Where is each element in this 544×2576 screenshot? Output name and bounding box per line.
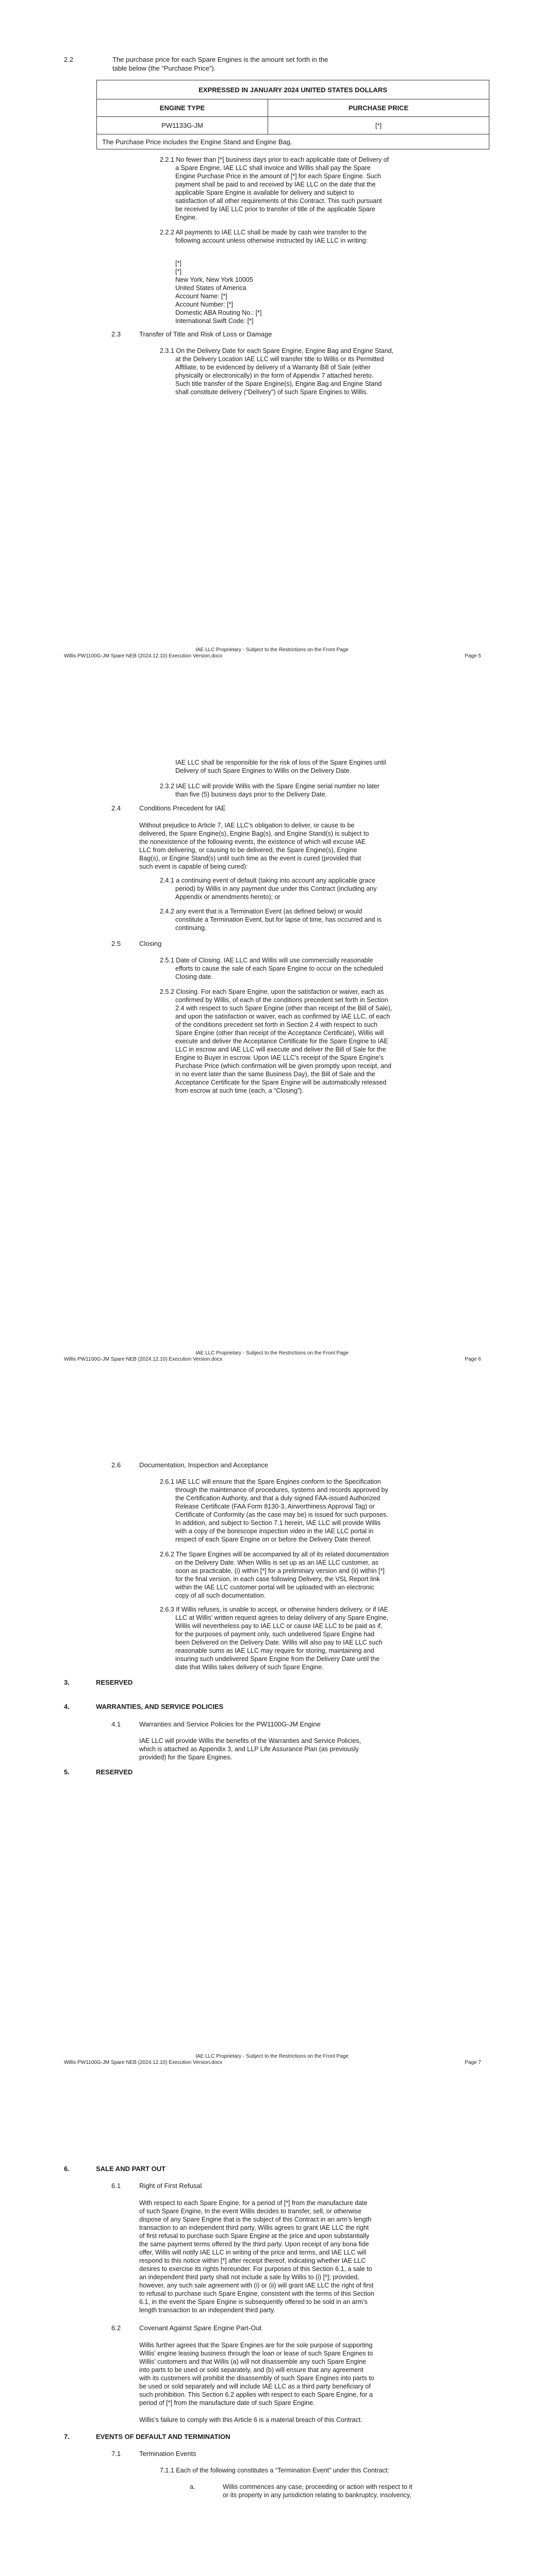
line: 2.4.2 any event that is a Termination Event (as defined below) or would: [160, 908, 362, 915]
page-footer-filename: Willis PW1100G-JM Spare NEB (2024.12.10) Execution Version.docx: [64, 653, 223, 659]
line: for the final version, in each case following Delivery, the VSL Report link: [175, 1575, 380, 1583]
line: following account unless otherwise instructed by IAE LLC in writing:: [175, 237, 368, 244]
line: In addition, and subject to Section 7.1 herein, IAE LLC will provide Willis: [175, 1519, 381, 1527]
account-line: Account Name: [*]: [175, 293, 227, 300]
section-2-6-title: Documentation, Inspection and Acceptance: [139, 1461, 269, 1469]
page-6: [0, 703, 544, 1406]
line: Closing date.: [175, 973, 213, 980]
line: 6.1, in the event the Spare Engine is subsequently offered to be sold in an arm’s: [139, 2298, 368, 2306]
line: a Spare Engine, IAE LLC shall invoice and Willis shall pay the Spare: [175, 164, 371, 172]
page-8: [0, 2110, 544, 2576]
line: Certificate of Conformity (as the case may be) is issued for such purposes.: [175, 1511, 388, 1518]
account-line: [*]: [175, 268, 182, 275]
section-4-1-number: 4.1: [111, 1720, 121, 1728]
section-2-6-3: [160, 1605, 388, 1671]
line: confirmed by Willis, of each of the conditions precedent set forth in Section: [175, 996, 388, 1004]
line: of first refusal to purchase such Spare Engine at the price and upon substantially: [139, 2232, 370, 2240]
line: LLC in escrow and IAE LLC will execute and deliver the Bill of Sale for the: [175, 1046, 386, 1053]
page-number: Page 5: [465, 653, 481, 659]
line: shall constitute delivery (“Delivery”) of such Spare Engines to Willis.: [175, 388, 368, 396]
section-2-3-2: [160, 782, 438, 799]
section-2-2-text-line-1: The purchase price for each Spare Engines is the amount set forth in the: [112, 56, 328, 63]
page-footer-notice: IAE LLC Proprietary - Subject to the Restrictions on the Front Page: [195, 1350, 349, 1356]
line: 2.6.3 If Willis refuses, is unable to accept, or otherwise hinders delivery, or if IAE: [160, 1606, 389, 1613]
section-2-4-number: 2.4: [111, 804, 121, 812]
section-4-1-body: [139, 1737, 361, 1761]
line: 2.4 with respect to such Spare Engine (other than receipt of the Bill of Sale),: [175, 1005, 392, 1012]
section-2-3-1-continued: [175, 758, 386, 775]
section-2-2-1: [160, 156, 438, 222]
line: provided) for the Spare Engines.: [139, 1754, 232, 1761]
page-number: Page 7: [465, 2060, 481, 2065]
section-2-6-2: [160, 1550, 389, 1600]
cell-purchase-price: [*]: [268, 117, 489, 134]
section-2-5-2: [160, 988, 392, 1095]
line: 2.4.1 a continuing event of default (taking into account any applicable grace: [160, 877, 375, 884]
line: which is attached as Appendix 3, and LLP Life Assurance Plan (as previously: [139, 1745, 359, 1753]
line: 2.5.2 Closing. For each Spare Engine, upon the satisfaction or waiver, each as: [160, 988, 384, 995]
line: transaction to an independent third party, Willis agrees to grant IAE LLC the right: [139, 2224, 369, 2231]
line: physically or electronically) in the form of Appendix 7 attached hereto.: [175, 372, 374, 379]
account-line: United States of America: [175, 284, 246, 292]
line: Spare Engine (other than receipt of the Acceptance Certificate), Willis will: [175, 1029, 384, 1037]
account-line: [*]: [175, 260, 182, 267]
section-6-2-note: Willis’s failure to comply with this Article 6 is a material breach of this Contract.: [139, 2416, 362, 2424]
line: Willis will nevertheless pay to IAE LLC or cause IAE LLC to be paid as if,: [175, 1622, 383, 1630]
line: offer, Willis will notify IAE LLC in writing of the price and terms, and IAE LLC will: [139, 2249, 367, 2256]
account-line: New York, New York 10005: [175, 276, 253, 283]
line: Release Certificate (FAA Form 8130-3, Airworthiness Approval Tag) or: [175, 1503, 375, 1510]
account-line: Domestic ABA Routing No.: [*]: [175, 309, 262, 316]
item-a-text: [223, 2483, 413, 2499]
section-2-4-body: [139, 821, 369, 871]
page-footer-notice: IAE LLC Proprietary - Subject to the Restrictions on the Front Page: [195, 2054, 349, 2059]
line: 2.3.2 IAE LLC will provide Willis with the Spare Engine serial number no later: [160, 783, 380, 790]
section-2-2-number: 2.2: [64, 56, 74, 63]
line: Willis commences any case, proceeding or action with respect to it: [223, 2483, 413, 2490]
line: insuring such undelivered Spare Engine from the Delivery Date until the: [175, 1655, 380, 1663]
line: Bag(s), or Engine Stand(s) until such time as the event is cured (provided that: [139, 855, 361, 862]
line: such event is capable of being cured):: [139, 863, 248, 870]
line: respond to this notice within [*] after receipt thereof, indicating whether IAE LLC: [139, 2257, 366, 2264]
line: for the purposes of payment only, such undelivered Spare Engine had: [175, 1631, 375, 1638]
item-a-label: a.: [190, 2483, 195, 2490]
section-6-2-number: 6.2: [111, 2324, 121, 2332]
line: constitute a Termination Event, but for lapse of time, has occurred and is: [175, 916, 382, 923]
line: Purchase Price (which confirmation will be given promptly upon receipt, and: [175, 1062, 391, 1070]
section-4-number: 4.: [64, 1703, 70, 1710]
section-5-number: 5.: [64, 1768, 70, 1776]
section-6-title: SALE AND PART OUT: [96, 2165, 166, 2173]
section-7-1-1: 7.1.1 Each of the following constitutes a “Termination Event” under this Contract:: [160, 2467, 389, 2474]
line: 2.6.1 IAE LLC will ensure that the Spare Engines conform to the Specification: [160, 1478, 381, 1485]
line: through the maintenance of procedures, systems and records approved by: [175, 1486, 388, 1494]
line: Willis further agrees that the Spare Engines are for the sole purpose of supporting: [139, 2342, 373, 2349]
section-2-3-1: [160, 347, 438, 396]
line: IAE LLC will provide Willis the benefits of the Warranties and Service Policies,: [139, 1737, 361, 1744]
line: with its customers will prohibit the disassembly of such Spare Engines into parts to: [139, 2375, 374, 2382]
line: With respect to each Spare Engine, for a period of [*] from the manufacture date: [139, 2199, 368, 2207]
section-2-2-text-line-2: table below (the “Purchase Price”).: [112, 64, 216, 72]
line: on the Delivery Date. When Willis is set up as an IAE LLC customer, as: [175, 1559, 378, 1566]
line: been Delivered on the Delivery Date. Willis will also pay to IAE LLC such: [175, 1639, 383, 1646]
line: with a copy of the borescope inspection video in the IAE LLC portal in: [175, 1528, 374, 1535]
account-details: [175, 259, 261, 325]
page-footer-filename: Willis PW1100G-JM Spare NEB (2024.12.10) Execution Version.docx: [64, 1357, 223, 1362]
line: Engine Purchase Price in the amount of [*] for each Spare Engine. Such: [175, 173, 381, 180]
line: 2.6.2 The Spare Engines will be accompanied by all of its related documentation: [160, 1551, 389, 1558]
section-2-3-title: Transfer of Title and Risk of Loss or Damage: [139, 330, 272, 338]
line: in no event later than the same Business Day), the Bill of Sale and the: [175, 1071, 375, 1078]
line: LLC from delivering, or causing to be delivered, the Spare Engine(s), Engine: [139, 846, 357, 854]
line: payment shall be paid to and received by IAE LLC on the date that the: [175, 181, 376, 188]
line: Delivery of such Spare Engines to Willis on the Delivery Date.: [175, 767, 352, 774]
line: copy of all such documentation.: [175, 1592, 266, 1599]
line: to refusal to purchase such Spare Engine, consistent with the terms of this Section: [139, 2290, 374, 2297]
section-2-5-title: Closing: [139, 940, 162, 947]
line: LLC at Willis’ written request agrees to delay delivery of any Spare Engine,: [175, 1614, 388, 1621]
section-2-3-number: 2.3: [111, 330, 121, 338]
line: Affiliate, to be evidenced by delivery of a Warranty Bill of Sale (either: [175, 364, 371, 371]
line: an independent third party shall not include a sale by Willis to (i) [*]; provided,: [139, 2274, 359, 2281]
line: 2.3.1 On the Delivery Date for each Spare Engine, Engine Bag and Engine Stand,: [160, 347, 394, 354]
line: Willis’ engine leasing business through the loan or lease of such Spare Engines to: [139, 2350, 373, 2357]
cell-engine-type: PW1133G-JM: [97, 117, 268, 134]
line: than five (5) business days prior to the Delivery Date.: [175, 791, 327, 798]
line: Acceptance Certificate for the Spare Engine will be automatically released: [175, 1079, 387, 1086]
section-2-6-1: [160, 1478, 388, 1544]
line: Willis’ customers and that Willis (a) will not disassemble any such Spare Engine: [139, 2358, 366, 2365]
section-2-4-2: [160, 907, 382, 932]
section-4-title: WARRANTIES, AND SERVICE POLICIES: [96, 1703, 224, 1710]
line: however, any such sale agreement with (i) or (ii) will grant IAE LLC the right of first: [139, 2282, 374, 2289]
line: continuing.: [175, 924, 207, 931]
section-6-1-body: [139, 2199, 374, 2314]
section-2-5-number: 2.5: [111, 940, 121, 947]
purchase-price-table: [96, 80, 489, 149]
line: the nonexistence of the following events, the existence of which will excuse IAE: [139, 838, 366, 845]
line: execute and deliver the Acceptance Certificate for the Spare Engine to IAE: [175, 1038, 388, 1045]
page-number: Page 6: [465, 1357, 481, 1362]
column-purchase-price: PURCHASE PRICE: [268, 99, 489, 117]
line: Appendix or amendments hereto); or: [175, 893, 281, 901]
line: the Certification Authority, and that a duly signed FAA-issued Authorized: [175, 1495, 381, 1502]
line: desires to exercise its rights hereunder. For purposes of this Section 6.1, a sale to: [139, 2265, 372, 2273]
column-engine-type: ENGINE TYPE: [97, 99, 268, 117]
section-7-1-title: Termination Events: [139, 2450, 196, 2458]
line: within the IAE LLC customer portal will be uploaded with an electronic: [175, 1584, 374, 1591]
line: soon as practicable, (i) within [*] for a preliminary version and (ii) within [*]: [175, 1567, 385, 1574]
line: 2.2.2 All payments to IAE LLC shall be made by cash wire transfer to the: [160, 229, 367, 236]
line: dispose of any Spare Engine that is the subject of this Contract in an arm’s length: [139, 2216, 372, 2223]
section-2-4-title: Conditions Precedent for IAE: [139, 804, 226, 812]
line: date that Willis takes delivery of such Spare Engine.: [175, 1664, 324, 1671]
line: Engine.: [175, 214, 197, 221]
section-3-number: 3.: [64, 1679, 70, 1686]
line: length transaction to an independent third party.: [139, 2307, 275, 2314]
page-7: [0, 1406, 544, 2110]
section-2-6-number: 2.6: [111, 1461, 121, 1469]
line: from escrow at such time (each, a “Closing”).: [175, 1087, 304, 1094]
page-footer-filename: Willis PW1100G-JM Spare NEB (2024.12.10) Execution Version.docx: [64, 2060, 223, 2065]
section-6-1-title: Right of First Refusal: [139, 2182, 202, 2190]
table-header: EXPRESSED IN JANUARY 2024 UNITED STATES DOLLARS: [97, 80, 489, 99]
line: or its property in any jurisdiction relating to bankruptcy, insolvency,: [223, 2492, 411, 2499]
line: period) by Willis in any payment due under this Contract (including any: [175, 885, 377, 892]
section-2-5-1: [160, 956, 383, 981]
line: delivered, the Spare Engine(s), Engine Bag(s), and Engine Stand(s) is subject to: [139, 830, 369, 837]
line: Without prejudice to Article 7, IAE LLC’s obligation to deliver, or cause to be: [139, 822, 355, 829]
section-6-2-title: Covenant Against Spare Engine Part-Out: [139, 2324, 262, 2332]
section-5-title: RESERVED: [96, 1768, 133, 1776]
line: and upon the satisfaction or waiver, each as confirmed by IAE LLC, of each: [175, 1013, 390, 1020]
section-7-number: 7.: [64, 2433, 70, 2441]
section-6-2-body: [139, 2341, 374, 2407]
line: of such Spare Engine, In the event Willis decides to transfer, sell, or otherwise: [139, 2208, 361, 2215]
line: efforts to cause the sale of each Spare Engine to occur on the scheduled: [175, 965, 383, 972]
line: 2.5.1 Date of Closing. IAE LLC and Willis will use commercially reasonable: [160, 957, 373, 964]
line: of the conditions precedent set forth in Section 2.4 with respect to such: [175, 1021, 377, 1028]
section-6-1-number: 6.1: [111, 2182, 121, 2190]
line: IAE LLC shall be responsible for the risk of loss of the Spare Engines until: [175, 759, 386, 766]
line: into parts to be used or sold separately, and (b) will ensure that any agreement: [139, 2366, 364, 2374]
line: be used or sold separately and will include IAE LLC as a third party beneficiary of: [139, 2383, 371, 2390]
section-2-2-2: [160, 228, 438, 245]
section-7-1-number: 7.1: [111, 2450, 121, 2458]
page-5: [0, 0, 544, 703]
section-3-title: RESERVED: [96, 1679, 133, 1686]
section-7-title: EVENTS OF DEFAULT AND TERMINATION: [96, 2433, 230, 2441]
section-4-1-title: Warranties and Service Policies for the PW1100G-JM Engine: [139, 1720, 321, 1728]
line: period of [*] from the manufacture date of such Spare Engine.: [139, 2399, 315, 2406]
account-line: Account Number: [*]: [175, 301, 233, 308]
line: Such title transfer of the Spare Engine(s), Engine Bag and Engine Stand: [175, 380, 382, 387]
section-6-number: 6.: [64, 2165, 70, 2173]
page-footer-notice: IAE LLC Proprietary - Subject to the Restrictions on the Front Page: [195, 647, 349, 653]
line: satisfaction of all other requirements of this Contract. This such pursuant: [175, 197, 382, 205]
section-2-4-1: [160, 876, 376, 901]
line: 2.2.1 No fewer than [*] business days prior to each applicable date of Delivery of: [160, 156, 389, 163]
line: Engine to Buyer in escrow. Upon IAE LLC’s receipt of the Spare Engine’s: [175, 1054, 384, 1061]
line: such prohibition. This Section 6.2 applies with respect to each Spare Engine, for a: [139, 2391, 373, 2398]
table-note: The Purchase Price includes the Engine Stand and Engine Bag.: [97, 134, 489, 149]
line: the same payment terms offered by the third party. Upon receipt of any bona fide: [139, 2241, 369, 2248]
line: at the Delivery Location IAE LLC will transfer title to Willis or its Permitted: [175, 355, 384, 363]
account-line: International Swift Code: [*]: [175, 317, 254, 325]
line: applicable Spare Engine is available for delivery and subject to: [175, 189, 354, 196]
line: respect of each Spare Engine on or before the Delivery Date thereof.: [175, 1536, 372, 1543]
line: be received by IAE LLC prior to transfer of title of the applicable Spare: [175, 206, 375, 213]
line: reasonable sums as IAE LLC may require for storing, maintaining and: [175, 1647, 374, 1654]
